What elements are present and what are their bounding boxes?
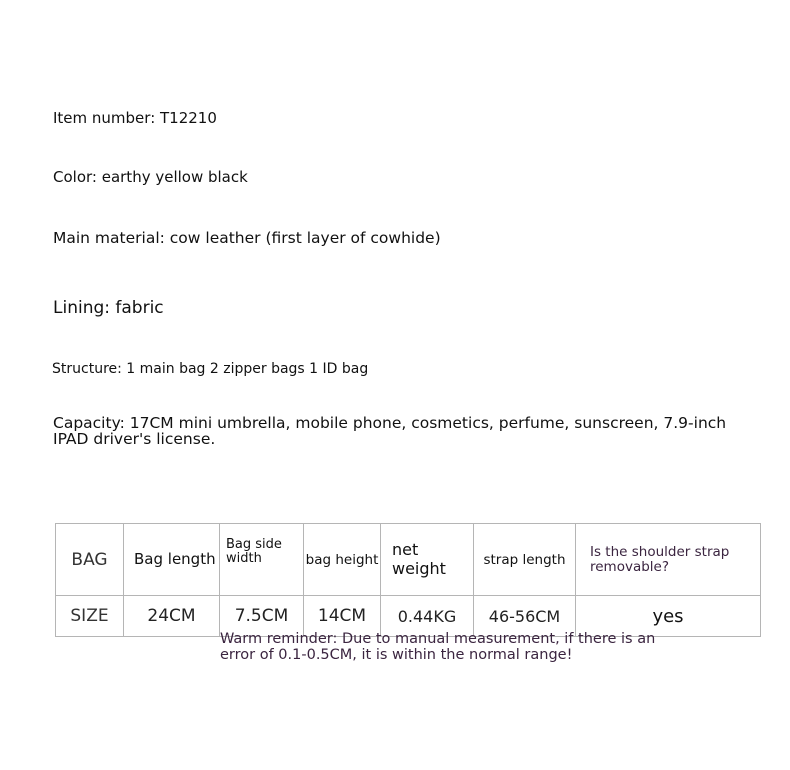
warm-reminder-note: Warm reminder: Due to manual measurement, if there is an error of 0.1-0.5CM, it is within the normal range! (220, 631, 656, 663)
value-cell-height: 14CM (304, 596, 381, 637)
color-text: Color: earthy yellow black (53, 168, 248, 186)
value-cell-removable: yes (576, 596, 761, 637)
structure-text: Structure: 1 main bag 2 zipper bags 1 ID bag (52, 361, 369, 377)
value-cell-size: SIZE (56, 596, 124, 637)
value-cell-side-width: 7.5CM (220, 596, 304, 637)
capacity-text: Capacity: 17CM mini umbrella, mobile phone, cosmetics, perfume, sunscreen, 7.9-inch IPAD driver's license. (53, 414, 727, 449)
header-cell-bag-side-width: Bag side width (220, 524, 304, 596)
value-cell-length: 24CM (124, 596, 220, 637)
value-cell-strap-length: 46-56CM (474, 596, 576, 637)
header-cell-bag-height: bag height (304, 524, 381, 596)
lining-text: Lining: fabric (53, 298, 164, 318)
value-cell-weight: 0.44KG (381, 596, 474, 637)
header-cell-strap-length: strap length (474, 524, 576, 596)
table-header-row (56, 524, 761, 596)
item-number-text: Item number: T12210 (53, 109, 217, 127)
header-cell-net-weight: net weight (381, 524, 474, 596)
material-text: Main material: cow leather (first layer of cowhide) (53, 229, 441, 247)
header-cell-bag-length: Bag length (124, 524, 220, 596)
header-cell-bag: BAG (56, 524, 124, 596)
header-cell-strap-removable: Is the shoulder strap removable? (576, 524, 761, 596)
size-table (55, 523, 761, 637)
